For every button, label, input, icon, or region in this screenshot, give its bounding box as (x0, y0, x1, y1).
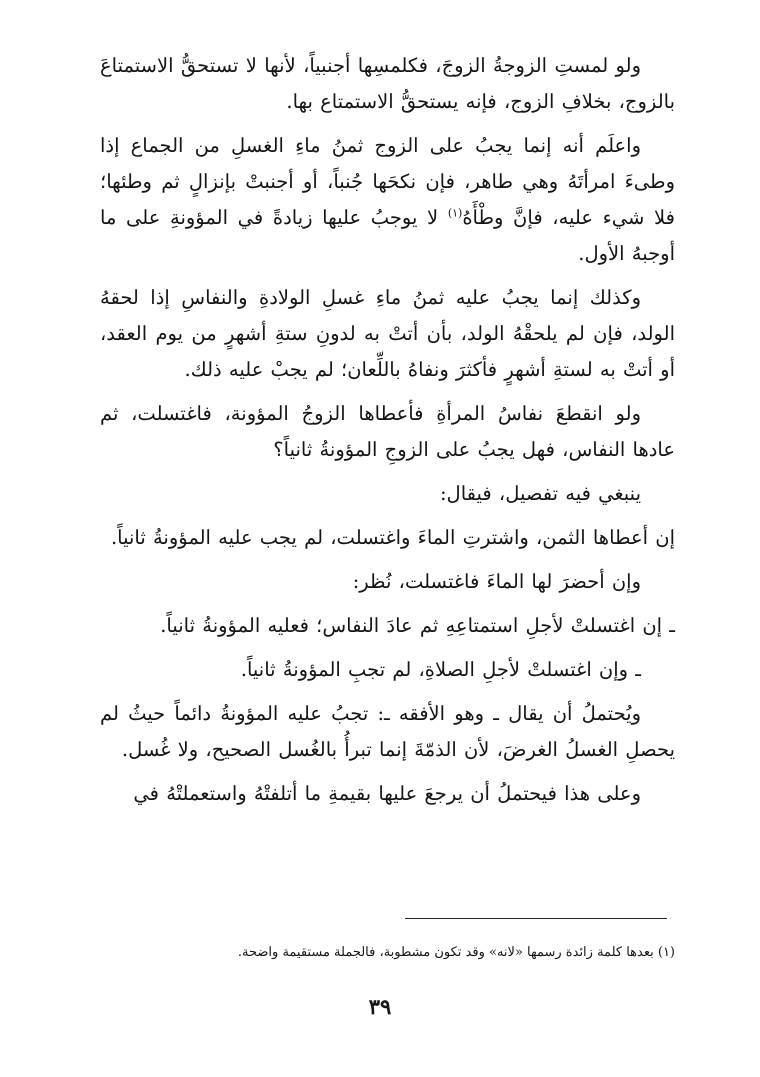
page-number: ٣٩ (368, 994, 392, 1019)
page-body (100, 48, 675, 820)
paragraph-text: لا يوجبُ عليها زيادةً في المؤونةِ على ما أوجبهُ الأول. (100, 206, 675, 265)
paragraph (100, 128, 675, 272)
footnote-separator (405, 918, 667, 919)
paragraph: وعلى هذا فيحتملُ أن يرجعَ عليها بقيمةِ ما أتلفتْهُ واستعملتْهُ في (133, 782, 641, 805)
paragraph-text: واعلَم أنه إنما يجبُ على الزوج ثمنُ ماءِ الغسلِ من الجماع إذا وطىءَ امرأتَهُ وهي طاهر، فإن نكحَها جُنباً، أو أجنبتْ بإنزالٍ ثم وطئها؛ فلا شيء عليه، فإنَّ وطْأَهُ (100, 134, 675, 229)
paragraph: ولو لمستِ الزوجةُ الزوجَ، فكلمسِها أجنبياً، لأنها لا تستحقُّ الاستمتاعَ بالزوج، بخلافِ الزوج، فإنه يستحقُّ الاستمتاع بها. (100, 54, 675, 113)
paragraph: ـ وإن اغتسلتْ لأجلِ الصلاةِ، لم تجبِ المؤونةُ ثانياً. (240, 658, 641, 681)
paragraph: ـ إن اغتسلتْ لأجلِ استمتاعِهِ ثم عادَ النفاس؛ فعليه المؤونةُ ثانياً. (160, 614, 675, 637)
paragraph: ولو انقطعَ نفاسُ المرأةِ فأعطاها الزوجُ المؤونة، فاغتسلت، ثم عادها النفاس، فهل يجبُ على الزوجِ المؤونةُ ثانياً؟ (100, 402, 675, 461)
footnote: (١) بعدها كلمة زائدة رسمها «لانه» وقد تكون مشطوبة، فالجملة مستقيمة واضحة. (237, 945, 675, 960)
paragraph: وإن أحضرَ لها الماءَ فاغتسلت، نُظر: (352, 570, 641, 593)
paragraph: ويُحتملُ أن يقال ـ وهو الأفقه ـ: تجبُ عليه المؤونةُ دائماً حيثُ لم يحصلِ الغسلُ الغرضَ، لأن الذمّةَ إنما تبرأُ بالغُسل الصحيح، ولا غُسل. (100, 702, 675, 761)
footnote-marker: (١) (447, 206, 463, 220)
paragraph: ينبغي فيه تفصيل، فيقال: (439, 482, 641, 505)
paragraph: إن أعطاها الثمن، واشترتِ الماءَ واغتسلت، لم يجب عليه المؤونةُ ثانياً. (110, 526, 675, 549)
paragraph: وكذلك إنما يجبُ عليه ثمنُ ماءِ غسلِ الولادةِ والنفاسِ إذا لحقهُ الولد، فإن لم يلحقْهُ الولد، بأن أتتْ به لدونِ ستةِ أشهرٍ من يوم العقد، أو أتتْ به لستةِ أشهرٍ فأكثرَ ونفاهُ باللِّعان؛ لم يجبْ عليه ذلك. (100, 286, 675, 381)
